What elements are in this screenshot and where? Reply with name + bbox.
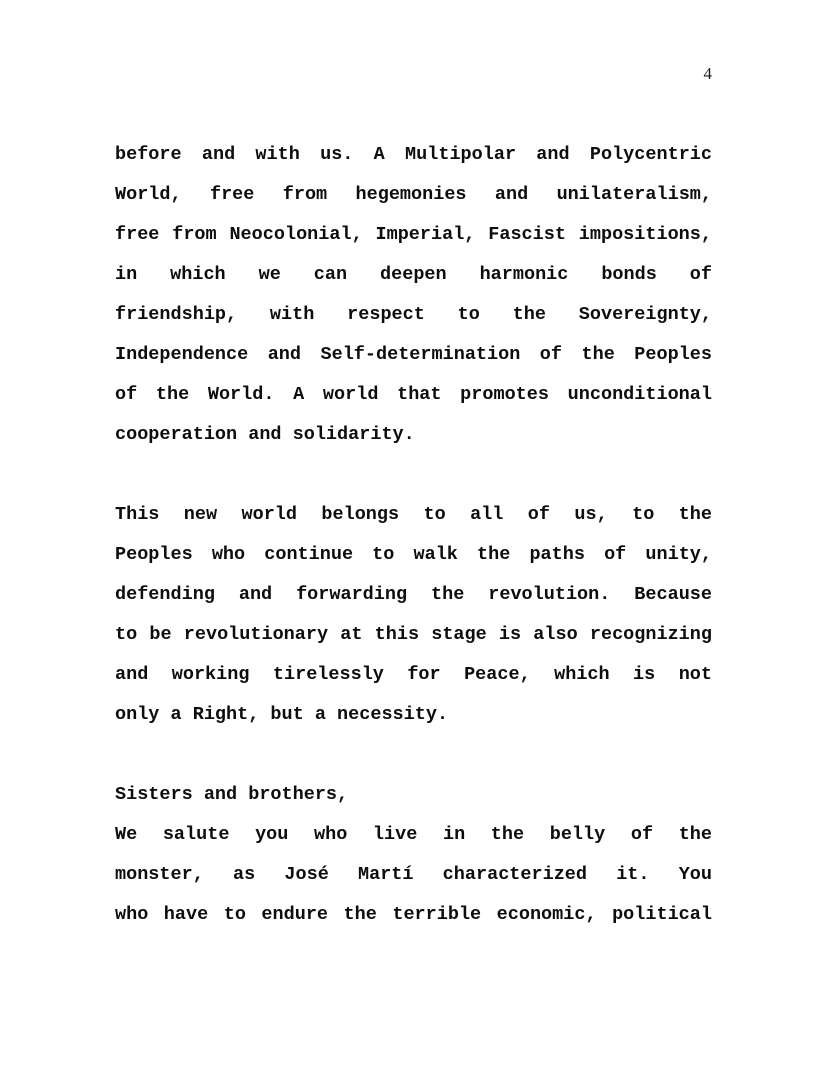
text-line: who have to endure the terrible economic, political: [115, 904, 712, 925]
text-line: of the World. A world that promotes unconditional: [115, 384, 712, 405]
text-line: before and with us. A Multipolar and Polycentric: [115, 144, 712, 165]
paragraph: [115, 135, 712, 455]
text-line: defending and forwarding the revolution. Because: [115, 584, 712, 605]
text-line: Sisters and brothers,: [115, 784, 349, 805]
text-line: This new world belongs to all of us, to the: [115, 504, 712, 525]
document-body: [115, 135, 712, 935]
page-number: 4: [703, 64, 712, 83]
text-line: World, free from hegemonies and unilateralism,: [115, 184, 712, 205]
text-line: to be revolutionary at this stage is also recognizing: [115, 624, 712, 645]
text-line: in which we can deepen harmonic bonds of: [115, 264, 712, 285]
text-line: only a Right, but a necessity.: [115, 704, 449, 725]
text-line: Peoples who continue to walk the paths of unity,: [115, 544, 712, 565]
paragraph: [115, 495, 712, 735]
text-line: cooperation and solidarity.: [115, 424, 415, 445]
text-line: friendship, with respect to the Sovereignty,: [115, 304, 712, 325]
text-line: and working tirelessly for Peace, which is not: [115, 664, 712, 685]
text-line: monster, as José Martí characterized it. You: [115, 864, 712, 885]
text-line: free from Neocolonial, Imperial, Fascist impositions,: [115, 224, 712, 245]
text-line: We salute you who live in the belly of the: [115, 824, 712, 845]
text-line: Independence and Self-determination of the Peoples: [115, 344, 712, 365]
paragraph: [115, 775, 712, 935]
